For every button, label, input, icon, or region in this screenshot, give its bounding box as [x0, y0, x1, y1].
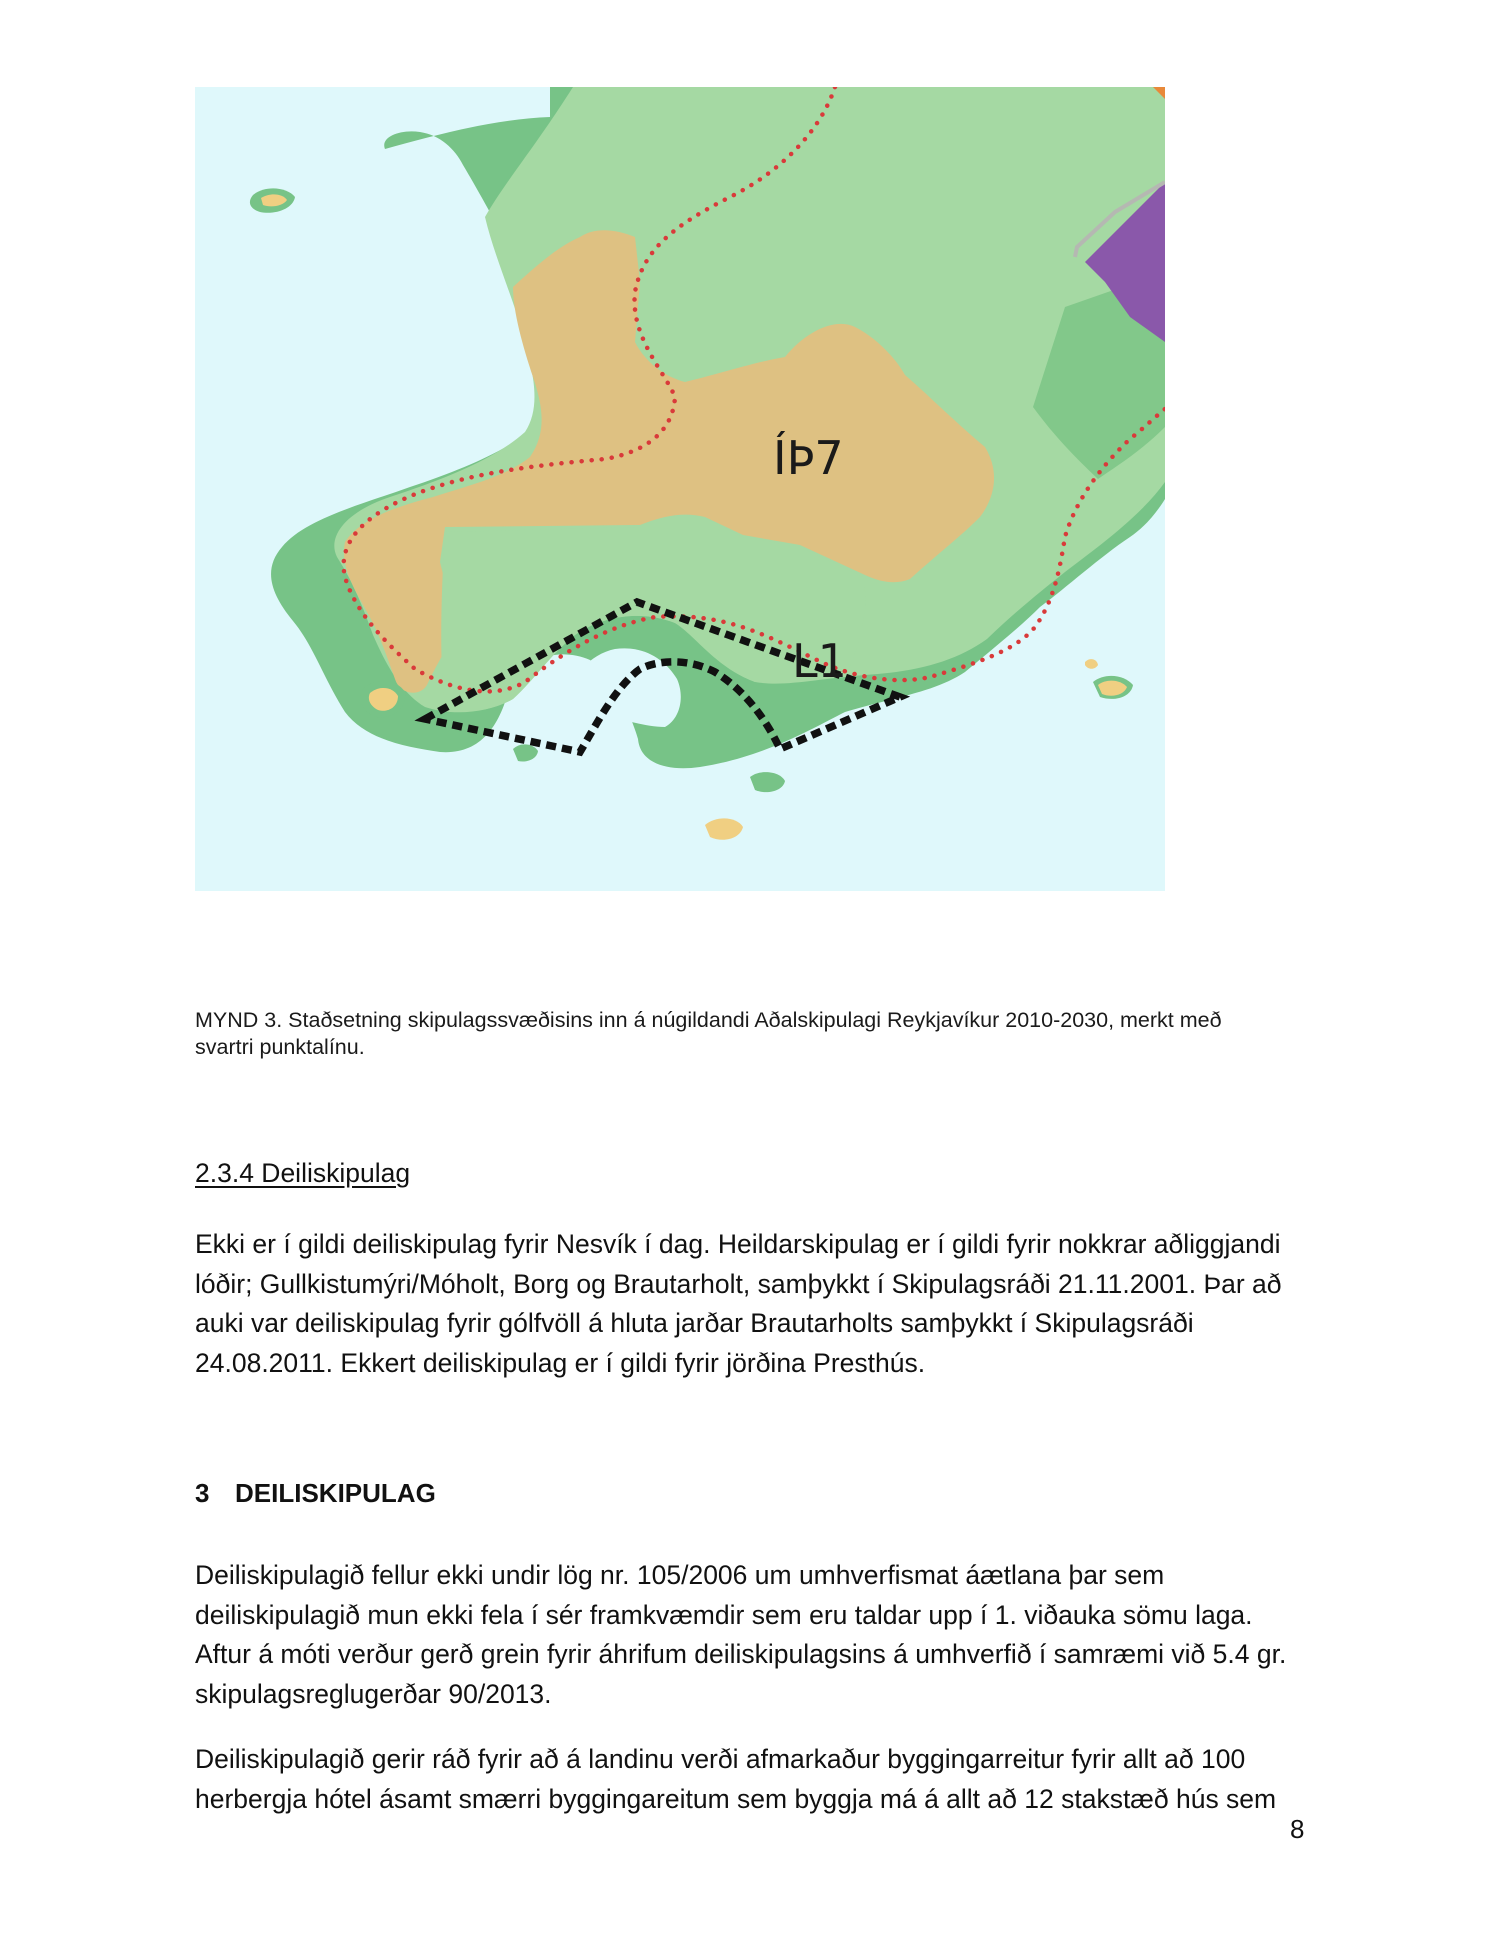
section-3-number: 3: [195, 1478, 210, 1508]
paragraph-line: Ekki er í gildi deiliskipulag fyrir Nesvík í dag. Heildarskipulag er í gildi fyrir nokkrar aðliggjandi: [195, 1229, 1281, 1259]
section-3-heading: [195, 1478, 436, 1509]
paragraph-line: Deiliskipulagið gerir ráð fyrir að á landinu verði afmarkaður byggingarreitur fyrir allt að 100: [195, 1744, 1246, 1774]
paragraph-line: deiliskipulagið mun ekki fela í sér framkvæmdir sem eru taldar upp í 1. viðauka sömu laga.: [195, 1599, 1253, 1630]
paragraph-line: herbergja hótel ásamt smærri byggingareitum sem byggja má á allt að 12 stakstæð hús sem: [195, 1783, 1277, 1814]
page-number: 8: [1290, 1814, 1305, 1844]
land-use-map: [195, 87, 1165, 891]
section-2-3-4-paragraph: [195, 1225, 1335, 1383]
paragraph-line: auki var deiliskipulag fyrir gólfvöll á hluta jarðar Brautarholts samþykkt í Skipulagsráði: [195, 1308, 1194, 1338]
paragraph-line: lóðir; Gullkistumýri/Móholt, Borg og Brautarholt, samþykkt í Skipulagsráði 21.11.2001. Þar að: [195, 1268, 1282, 1299]
paragraph-line: 24.08.2011. Ekkert deiliskipulag er í gildi fyrir jörðina Presthús.: [195, 1347, 926, 1378]
paragraph-line: Aftur á móti verður gerð grein fyrir áhrifum deiliskipulagsins á umhverfið í samræmi við 5.4 gr.: [195, 1639, 1287, 1669]
section-3-paragraph-1: [195, 1556, 1335, 1714]
paragraph-line: skipulagsreglugerðar 90/2013.: [195, 1678, 552, 1709]
section-3-title: DEILISKIPULAG: [235, 1478, 436, 1508]
map-label-residential-zone: ÍÞ7: [773, 431, 844, 485]
section-2-3-4-heading: 2.3.4 Deiliskipulag: [195, 1158, 411, 1188]
land-use-map-figure: [195, 87, 1165, 891]
paragraph-line: Deiliskipulagið fellur ekki undir lög nr. 105/2006 um umhverfismat áætlana þar sem: [195, 1560, 1165, 1590]
map-label-outdoor-zone: L1: [792, 634, 847, 688]
figure-caption-line: MYND 3. Staðsetning skipulagssvæðisins inn á núgildandi Aðalskipulagi Reykjavíkur 2010-2030, merkt með: [195, 1008, 1222, 1032]
figure-caption: [195, 1007, 1325, 1061]
figure-caption-line: svartri punktalínu.: [195, 1035, 365, 1059]
section-3-paragraph-2: [195, 1740, 1335, 1819]
